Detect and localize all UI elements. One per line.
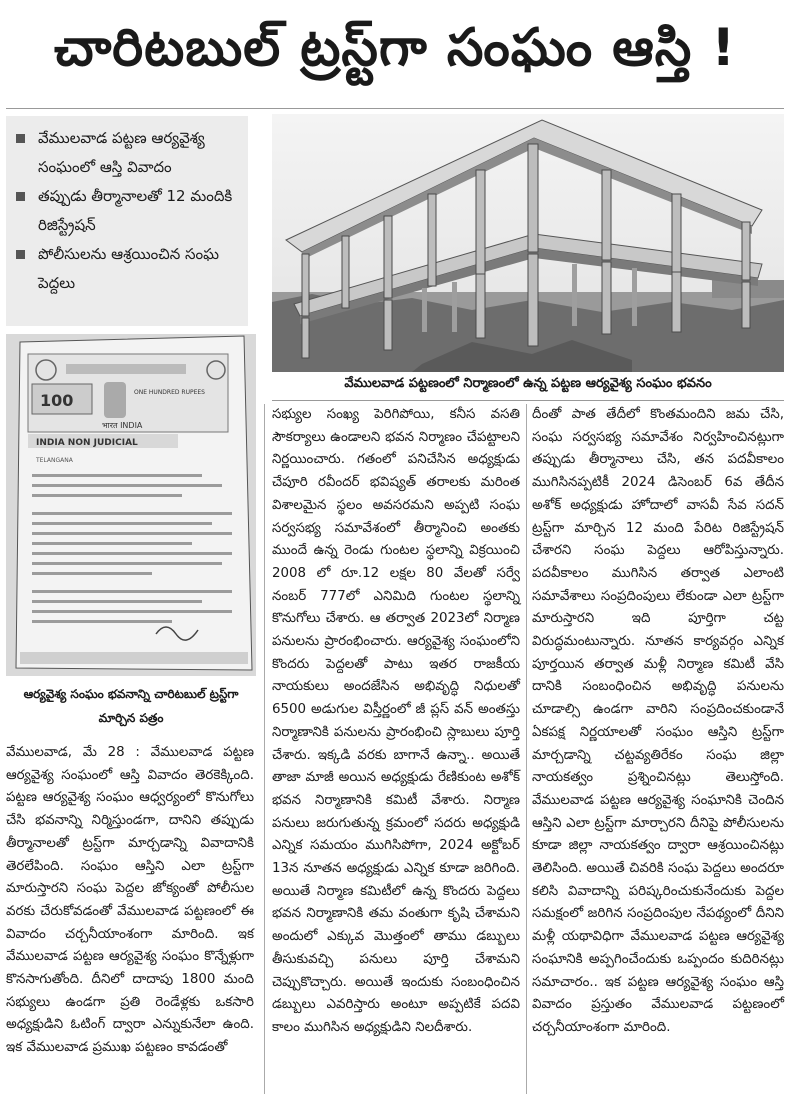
headline-rule: [6, 108, 784, 109]
stamp-state: TELANGANA: [36, 457, 73, 464]
building-photo: [272, 114, 784, 372]
building-construction-illustration: [272, 114, 784, 372]
headline: చారిటబుల్ ట్రస్ట్‌గా సంఘం ఆస్తి !: [53, 17, 737, 78]
highlight-text: తప్పుడు తీర్మానాలతో 12 మందికి రిజిస్ట్రేషన్: [38, 187, 233, 234]
column-divider: [264, 404, 265, 1094]
bullet-icon: [16, 192, 25, 201]
highlight-text: వేములవాడ పట్టణ ఆర్యవైశ్య సంఘంలో ఆస్తి వివాదం: [38, 129, 205, 176]
stamp-words: ONE HUNDRED RUPEES: [134, 389, 205, 396]
highlight-item: [16, 182, 240, 240]
trust-document-photo: [6, 334, 256, 676]
bullet-icon: [16, 250, 25, 259]
article-paragraph: వేములవాడ, మే 28 : వేములవాడ పట్టణ ఆర్యవైశ్య సంఘంలో ఆస్తి వివాదం తెరకెక్కింది. పట్టణ ఆర్యవైశ్య సంఘం ఆధ్వర్యంలో కొనుగోలు చేసి భవనాన్ని నిర్మిస్తుండగా, దానిని తప్పుడు తీర్మానాలతో ట్రస్ట్‌గా మార్చడాన్ని వివాదానికి తెరలేపింది. సంఘం ఆస్తిని ఎలా ట్రస్ట్‌గా మారుస్తారని సంఘ పెద్దల జోక్యంతో పోలీసుల వరకు చేరుకోవడంతో వేములవాడ పట్టణంలో ఈ వివాదం చర్చనీయాంశంగా మారింది. ఇక వేములవాడ పట్టణ ఆర్యవైశ్య సంఘం కొన్నేళ్లుగా కొనసాగుతోంది. దీనిలో దాదాపు 1800 మంది సభ్యులు ఉండగా ప్రతి రెండేళ్లకు ఒకసారి అధ్యక్షుడిని ఓటింగ్ ద్వారా ఎన్నుకునేలా ఉంది. ఇక వేములవాడ ప్రముఖ పట్టణం కావడంతో: [6, 745, 254, 1056]
highlight-item: [16, 240, 240, 298]
column-divider: [526, 404, 527, 1094]
document-caption: ఆర్యవైశ్య సంఘం భవనాన్ని చారిటబుల్ ట్రస్ట్‌గా మార్చిన పత్రం: [23, 687, 239, 725]
highlight-text: పోలీసులను ఆశ్రయించిన సంఘ పెద్దలు: [38, 245, 220, 292]
article-paragraph: సభ్యుల సంఖ్య పెరిగిపోయి, కనీస వసతి సౌకర్యాలు ఉండాలని భవన నిర్మాణం చేపట్టాలని నిర్ణయించారు. గతంలో పనిచేసిన అధ్యక్షుడు చేపూరి రవీందర్ భవిష్యత్ తరాలకు మరింత విశాలమైన స్థలం అవసరమని అప్పటి సంఘ సర్వసభ్య సమావేశంలో తీర్మానించి అంతకు ముందే ఉన్న రెండు గుంటల స్థలాన్ని విక్రయించి 2008 లో రూ.12 లక్షల 80 వేలతో సర్వే నంబర్ 777లో ఎనిమిది గుంటల స్థలాన్ని కొనుగోలు చేశారు. ఆ తర్వాత 2023లో నిర్మాణ పనులను ప్రారంభించారు. ఆర్యవైశ్య సంఘంలోని కొందరు పెద్దలతో పాటు ఇతర రాజకీయ నాయకులు అందజేసిన అభివృద్ధి నిధులతో 6500 అడుగుల విస్తీర్ణంలో జీ ప్లస్ వన్ అంతస్తు నిర్మాణానికి పనులను ప్రారంభించి స్లాబులు పూర్తి చేశారు. ఇక్కడి వరకు బాగానే ఉన్నా.. అయితే తాజా మాజీ అయిన అధ్యక్షుడు రేణికుంట అశోక్ భవన నిర్మాణానికి కమిటీ వేశారు. నిర్మాణ పనులు జరుగుతున్న క్రమంలో సదరు అధ్యక్షుడి ఎన్నిక సమయం ముగిసిపోగా, 2024 అక్టోబర్ 13న నూతన అధ్యక్షుడు ఎన్నిక కూడా జరిగింది. అయితే నిర్మాణ కమిటీలో ఉన్న కొందరు పెద్దలు భవన నిర్మాణానికి తమ వంతుగా కృషి చేశామని అందులో ఎక్కువ మొత్తంలో తాము డబ్బులు తీసుకువచ్చి పనులు పూర్తి చేశామని చెప్పుకొచ్చారు. అయితే ఇందుకు సంబంధించిన డబ్బులు ఎవరిస్తారు అంటూ అప్పటికే పదవి కాలం ముగిసిన అధ్యక్షుడిని నిలదీశారు.: [272, 407, 520, 1035]
highlight-item: [16, 124, 240, 182]
stamp-judicial: INDIA NON JUDICIAL: [36, 438, 138, 448]
article-paragraph: దీంతో పాత తేదీలో కొంతమందిని జమ చేసి, సంఘ సర్వసభ్య సమావేశం నిర్వహించినట్లుగా తప్పుడు తీర్మానాలు చేసి, తన పదవీకాలం ముగిసినప్పటికీ 2024 డిసెంబర్ 6వ తేదీన అశోక్ అధ్యక్షుడు హోదాలో వాసవీ సేవ సదన్ ట్రస్ట్‌గా మార్చిన 12 మంది పేరిట రిజిస్ట్రేషన్ చేశారని సంఘ పెద్దలు ఆరోపిస్తున్నారు. పదవీకాలం ముగిసిన తర్వాత ఎలాంటి సమావేశాలు సంప్రదింపులు లేకుండా ఎలా ట్రస్ట్‌గా మారుస్తారని ఇది పూర్తిగా చట్ట విరుద్ధమంటున్నారు. నూతన కార్యవర్గం ఎన్నిక పూర్తయిన తర్వాత మళ్లీ నిర్మాణ కమిటీ వేసి దానికి సంబంధించిన అభివృద్ధి పనులను చూడాల్సి ఉండగా వారిని సంప్రదించకుండానే ఏకపక్ష నిర్ణయాలతో సంఘం ఆస్తిని ట్రస్ట్‌గా మార్చడాన్ని చట్టవ్యతిరేకం సంఘ జిల్లా నాయకత్వం ప్రశ్నించినట్లు తెలుస్తోంది. వేములవాడ పట్టణ ఆర్యవైశ్య సంఘానికి చెందిన ఆస్తిని ఎలా ట్రస్ట్‌గా మార్చారని దీనిపై పోలీసులను కూడా జిల్లా నాయకత్వం ద్వారా ఆశ్రయించినట్లు తెలిసింది. అయితే చివరికి సంఘ పెద్దలు అందరూ కలిసి వివాదాన్ని పరిష్కరించుకునేందుకు పెద్దల సమక్షంలో జరిగిన సంప్రదింపుల నేపథ్యంలో దీనిని మళ్లీ యథావిధిగా వేములవాడ పట్టణ ఆర్యవైశ్య సంఘానికి అప్పగించేందుకు ఒప్పందం కుదిరినట్లు సమాచారం.. ఇక పట్టణ ఆర్యవైశ్య సంఘం ఆస్తి వివాదం ప్రస్తుతం వేములవాడ పట్టణంలో చర్చనీయాంశంగా మారింది.: [532, 407, 784, 1035]
article-column-right: [532, 404, 784, 1040]
stamp-denomination: 100: [40, 391, 74, 410]
bullet-icon: [16, 134, 25, 143]
stamp-paper-document-illustration: [6, 334, 256, 676]
caption-rule: [272, 400, 784, 401]
article-column-middle: [272, 404, 520, 1040]
article-column-left: [6, 742, 254, 1060]
stamp-india: भारत INDIA: [102, 421, 143, 430]
highlights-box: [6, 116, 248, 326]
photo-caption: వేములవాడ పట్టణంలో నిర్మాణంలో ఉన్న పట్టణ ఆర్యవైశ్య సంఘం భవనం: [344, 376, 712, 391]
